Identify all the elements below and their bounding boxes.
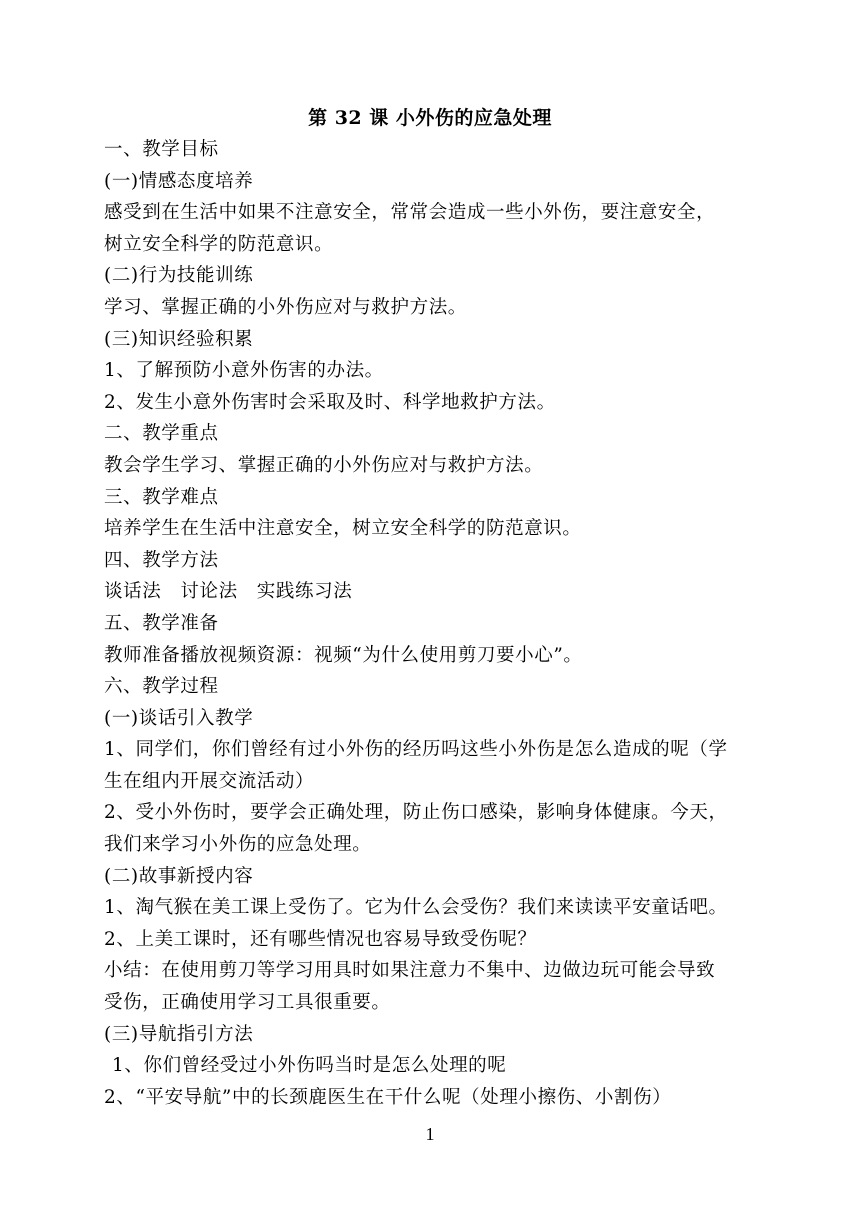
list-item: 1、淘气猴在美工课上受伤了。它为什么会受伤？我们来读读平安童话吧。 bbox=[104, 897, 728, 919]
section-heading: 一、教学目标 bbox=[104, 139, 219, 160]
body-text: 树立安全科学的防范意识。 bbox=[104, 233, 334, 255]
subsection-heading: (二)行为技能训练 bbox=[104, 265, 254, 287]
subsection-heading: (三)导航指引方法 bbox=[104, 1023, 254, 1045]
section-heading: 六、教学过程 bbox=[104, 676, 219, 698]
lesson-title: 第 32 课 小外伤的应急处理 bbox=[308, 107, 552, 129]
section-heading: 五、教学准备 bbox=[104, 612, 219, 634]
list-item: 2、“平安导航”中的长颈鹿医生在干什么呢（处理小擦伤、小割伤） bbox=[104, 1086, 672, 1108]
subsection-heading: (二)故事新授内容 bbox=[104, 865, 254, 887]
summary-text: 受伤，正确使用学习工具很重要。 bbox=[104, 992, 391, 1014]
body-text: 感受到在生活中如果不注意安全，常常会造成一些小外伤，要注意安全， bbox=[104, 202, 716, 224]
body-text: 教会学生学习、掌握正确的小外伤应对与救护方法。 bbox=[104, 454, 544, 476]
section-heading: 四、教学方法 bbox=[104, 549, 219, 571]
body-text: 培养学生在生活中注意安全，树立安全科学的防范意识。 bbox=[104, 518, 582, 540]
document-body bbox=[104, 134, 764, 1113]
list-item: 2、受小外伤时，要学会正确处理，防止伤口感染，影响身体健康。今天， bbox=[104, 802, 728, 824]
list-item: 2、上美工课时，还有哪些情况也容易导致受伤呢？ bbox=[104, 928, 537, 950]
subsection-heading: (一)谈话引入教学 bbox=[104, 707, 254, 729]
subsection-heading: (三)知识经验积累 bbox=[104, 328, 254, 350]
list-item: 1、了解预防小意外伤害的办法。 bbox=[104, 360, 384, 382]
body-text: 我们来学习小外伤的应急处理。 bbox=[104, 834, 372, 856]
body-text: 学习、掌握正确的小外伤应对与救护方法。 bbox=[104, 296, 467, 318]
section-heading: 二、教学重点 bbox=[104, 423, 219, 445]
body-text: 生在组内开展交流活动） bbox=[104, 770, 315, 792]
page-number: 1 bbox=[425, 1124, 435, 1144]
body-text: 教师准备播放视频资源：视频“为什么使用剪刀要小心”。 bbox=[104, 644, 583, 666]
list-item: 2、发生小意外伤害时会采取及时、科学地救护方法。 bbox=[104, 391, 556, 413]
list-item: 1、同学们，你们曾经有过小外伤的经历吗这些小外伤是怎么造成的呢（学 bbox=[104, 739, 728, 761]
body-text: 谈话法 讨论法 实践练习法 bbox=[104, 581, 353, 603]
subsection-heading: (一)情感态度培养 bbox=[104, 170, 254, 192]
section-heading: 三、教学难点 bbox=[104, 486, 219, 508]
summary-text: 小结：在使用剪刀等学习用具时如果注意力不集中、边做边玩可能会导致 bbox=[104, 960, 716, 982]
list-item: 1、你们曾经受过小外伤吗当时是怎么处理的呢 bbox=[112, 1055, 507, 1077]
